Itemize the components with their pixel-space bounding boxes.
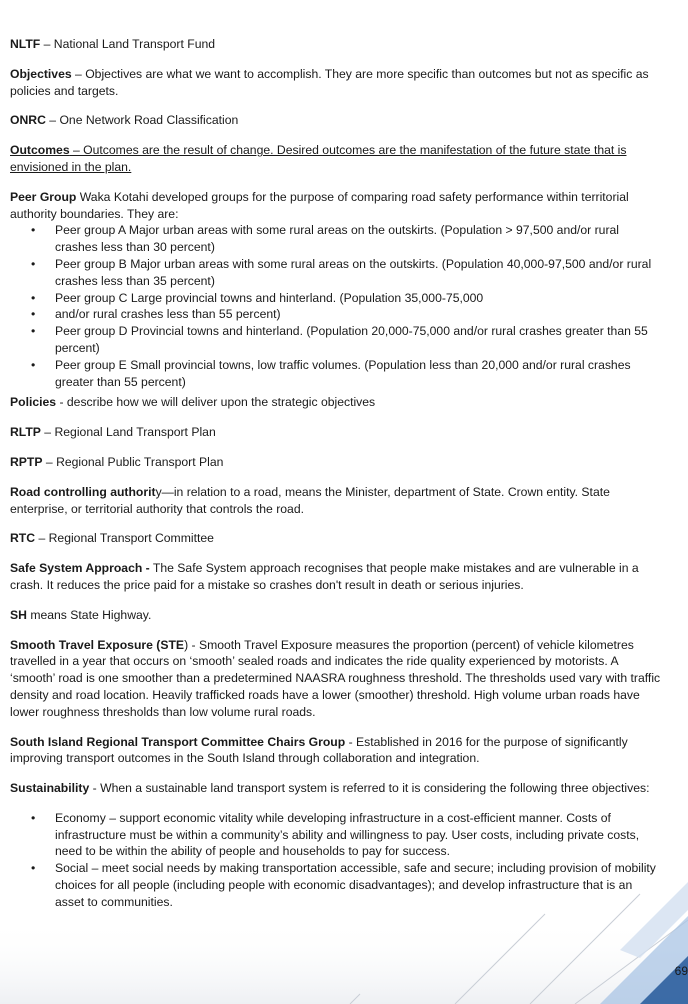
glossary-entry-objectives [10, 66, 662, 100]
glossary-entry-onrc [10, 112, 662, 129]
glossary-entry-policies [10, 394, 662, 411]
glossary-entry-sustainability [10, 780, 662, 797]
term: Smooth Travel Exposure (STE [10, 637, 185, 652]
glossary-entry-rptp [10, 454, 662, 471]
glossary-entry-nltf [10, 36, 662, 53]
term: ONRC [10, 113, 46, 128]
page-number: 69 [674, 964, 688, 978]
glossary-entry-outcomes [10, 142, 662, 176]
definition: – Regional Land Transport Plan [40, 425, 216, 440]
definition: - When a sustainable land transport system is referred to it is considering the following three objectives: [89, 781, 650, 796]
glossary-entry-safe-system [10, 560, 662, 594]
term: RLTP [10, 425, 41, 440]
glossary-document [10, 36, 662, 911]
definition: – Objectives are what we want to accomplish. They are more specific than outcomes but not as specific as policies and targets. [10, 66, 649, 98]
term: RTC [10, 531, 36, 546]
definition: – Regional Public Transport Plan [42, 454, 224, 469]
term: Peer Group [10, 189, 77, 204]
glossary-entry-rltp [10, 424, 662, 441]
term: Road controlling authorit [10, 484, 156, 499]
definition: – Regional Transport Committee [35, 531, 214, 546]
definition: y—in relation to a road, means the Minister, department of State. Crown entity. State enterprise, or territorial authority that controls the road. [10, 484, 610, 516]
glossary-entry-road-controlling-authority [10, 484, 662, 518]
list-item: • and/or rural crashes less than 55 percent) [55, 306, 662, 323]
definition: – National Land Transport Fund [40, 37, 216, 51]
term: Objectives [10, 66, 72, 81]
definition: Waka Kotahi developed groups for the purpose of comparing road safety performance within territorial authority boundaries. They are: [10, 189, 629, 221]
definition: – One Network Road Classification [45, 113, 239, 128]
glossary-entry-ste [10, 637, 662, 721]
term: Policies [10, 395, 57, 410]
list-item: • Peer group B Major urban areas with some rural areas on the outskirts. (Population 40,000-97,500 and/or rural crashes less than 35 percent) [55, 256, 662, 290]
definition: – Outcomes are the result of change. Desired outcomes are the manifestation of the future state that is envisioned in the plan. [10, 143, 627, 174]
term: Sustainability [10, 781, 90, 796]
definition: - Established in 2016 for the purpose of significantly improving transport outcomes in the South Island through collaboration and integration. [10, 734, 628, 766]
term: Outcomes [10, 143, 70, 158]
list-item: • Peer group E Small provincial towns, low traffic volumes. (Population less than 20,000 and/or rural crashes greater than 55 percent) [55, 357, 662, 391]
glossary-entry-peer-group [10, 189, 662, 223]
list-item: • Peer group A Major urban areas with some rural areas on the outskirts. (Population > 97,500 and/or rural crashes less than 30 percent) [55, 222, 662, 256]
term: SH [10, 607, 27, 622]
term: South Island Regional Transport Committee Chairs Group [10, 734, 346, 749]
list-item: • Peer group D Provincial towns and hinterland. (Population 20,000-75,000 and/or rural crashes greater than 55 percent) [55, 323, 662, 357]
term: NLTF [10, 37, 41, 51]
list-item: • Economy – support economic vitality while developing infrastructure in a cost-efficient manner. Costs of infrastructure must be within a community’s ability and willingness to pay. User costs, including private costs, need to be within the ability of people and households to pay for success. [55, 810, 662, 860]
definition: means State Highway. [26, 607, 152, 622]
list-item: • Peer group C Large provincial towns and hinterland. (Population 35,000-75,000 [55, 290, 662, 307]
glossary-entry-rtc [10, 530, 662, 547]
definition: The Safe System approach recognises that people make mistakes and are vulnerable in a crash. It reduces the price paid for a mistake so crashes don't result in death or serious injuries. [10, 561, 639, 592]
peer-group-list [10, 222, 662, 390]
glossary-entry-south-island-chairs-group [10, 734, 662, 768]
definition: - describe how we will deliver upon the strategic objectives [56, 395, 376, 410]
glossary-entry-sh [10, 607, 662, 624]
term: Safe System Approach - [10, 561, 150, 576]
footer-decoration [0, 880, 688, 1004]
list-item: • Social – meet social needs by making transportation accessible, safe and secure; including provision of mobility choices for all people (including people with economic disadvantages); and develop infrastructure that is an asset to communities. [55, 860, 662, 910]
term: RPTP [10, 454, 43, 469]
definition: ) - Smooth Travel Exposure measures the proportion (percent) of vehicle kilometres travelled in a year that occurs on ‘smooth’ sealed roads and indicates the ride quality experienced by motorists. A ‘smooth’ road is one smoother than a predetermined NAASRA roughness threshold. The thresholds used vary with traffic density and road location. Heavily trafficked roads have a lower (smoother) threshold. High volume urban roads have lower roughness thresholds than low volume rural roads. [10, 637, 661, 719]
